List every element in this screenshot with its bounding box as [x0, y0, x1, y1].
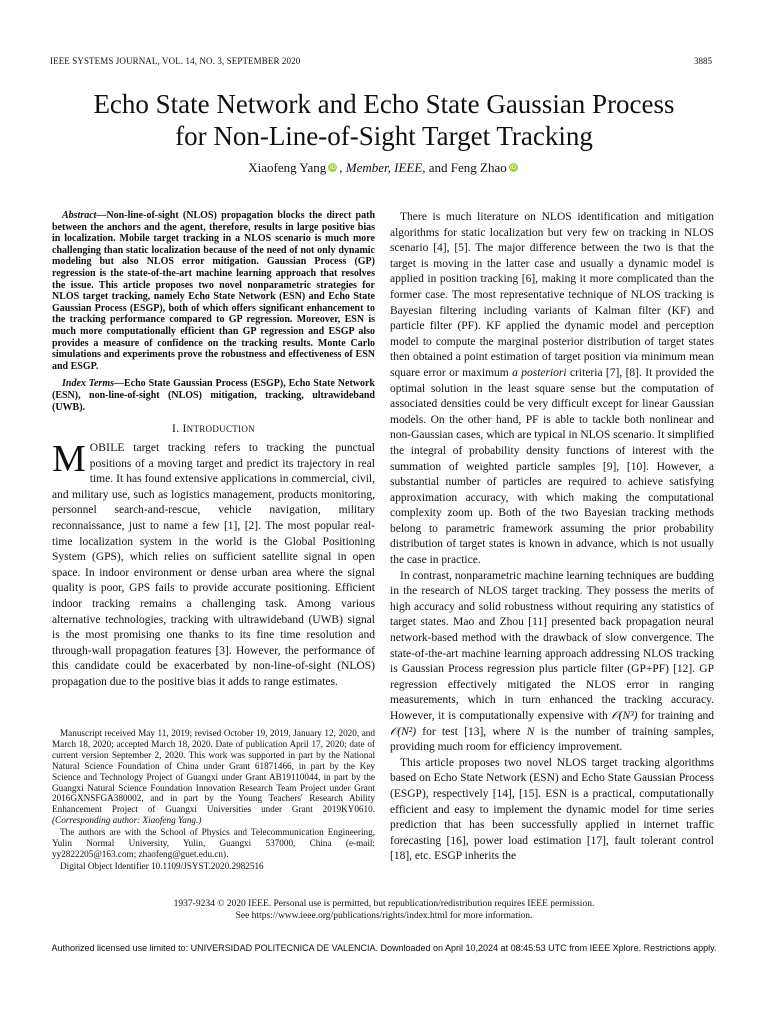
author-separator: ,: [339, 160, 346, 175]
abstract: [52, 210, 375, 372]
author-line: [30, 160, 738, 176]
math-expression: 𝒪(N²): [390, 725, 417, 738]
copyright-notice: [0, 898, 768, 922]
paragraph: [390, 210, 714, 569]
author-2: Feng Zhao: [450, 160, 507, 175]
footnote: [52, 728, 375, 873]
intro-paragraph: [52, 438, 375, 691]
paragraph-text: for training and: [637, 710, 714, 722]
author-membership: Member, IEEE: [345, 160, 423, 175]
section-title-rest: NTRODUCTION: [186, 424, 255, 435]
paragraph-text: is the number of training samples, providing much room for efficiency improvement.: [390, 725, 714, 754]
index-terms-label: Index Terms—: [62, 378, 124, 390]
footnote-doi: Digital Object Identifier 10.1109/JSYST.2020.2982516: [60, 860, 264, 871]
abstract-text: Non-line-of-sight (NLOS) propagation blocks the direct path between the anchors and the agent, therefore, results in large positive bias in localization. Mobile target tracking in a NLOS scenario is much more challenging than static localization because of the need of not only dynamic modeling but also NLOS error mitigation. Gaussian Process (GP) regression is the state-of-the-art machine learning approach that resolves the issue. This article proposes two novel nonparametric strategies for NLOS target tracking, namely Echo State Network (ESN) and Echo State Gaussian Process (ESGP), both of which offers significant enhancement to the tracking performance compared to GP regression. Moreover, ESN is much more computationally efficient than GP regression and ESGP also provides a measure of confidence on the tracking results. Monte Carlo simulations and experiments prove the robustness and effectiveness of ESN and ESGP.: [52, 210, 375, 372]
left-column: [52, 210, 375, 691]
author-1: Xiaofeng Yang: [248, 160, 327, 175]
footnote-affiliation: The authors are with the School of Physics and Telecommunication Engineering, Yulin Normal University, Yulin, Guangxi 537000, China (e-mail: yy2822205@163.com; zhaofeng@guet.edu.cn).: [52, 827, 375, 859]
math-expression: 𝒪(N³): [611, 710, 638, 722]
paragraph: [390, 569, 714, 756]
author-separator: , and: [422, 160, 451, 175]
section-heading: [52, 423, 375, 435]
section-numeral: I.: [172, 423, 183, 436]
footnote-corresponding: (Corresponding author: Xiaofeng Yang.): [52, 815, 202, 826]
math-variable: N: [526, 725, 535, 738]
paragraph: This article proposes two novel NLOS target tracking algorithms based on Echo State Network (ESN) and Echo State Gaussian Process (ESGP), respectively [14], [15]. ESN is a practical, computationally efficient and easy to implement the dynamic model for time series prediction that has been successfully applied in internet traffic forecasting [16], power load estimation [17], fault tolerant control [18], etc. ESGP inherits the: [390, 756, 714, 863]
footnote-manuscript: [52, 728, 375, 826]
paragraph-text: criteria [7], [8]. It provided the optimal solution in the least square sense but the computation of associated densities could be very difficult except for linear Gaussian models. On the other hand, PF is able to tackle both nonlinear and non-Gaussian cases, which are typical in NLOS scenario. It simplified the integral of probability density functions of interest with the summation of weighted particle samples [9], [10]. However, a substantial number of particles are required to achieve satisfying approximation accuracy, with which making the computational complexity zoom up. Both of the two Bayesian tracking methods belong to parametric framework assuming the prior probability distribution of target states is known in advance, which is not usually the case in practice.: [390, 366, 714, 567]
title-line-1: Echo State Network and Echo State Gaussian Process: [93, 89, 675, 119]
index-terms-text: Echo State Gaussian Process (ESGP), Echo State Network (ESN), non-line-of-sight (NLOS) mitigation, tracking, ultrawideband (UWB).: [52, 378, 375, 413]
paper-title: [30, 88, 738, 152]
orcid-icon[interactable]: iD: [329, 164, 336, 171]
paragraph-text: There is much literature on NLOS identification and mitigation algorithms for static localization but very few on tracking in NLOS scenario [4], [5]. The major difference between the two is that the target is moving in the latter case and usually a dynamic model is applied in position tracking [6], making it more complicated than the former case. The most representative technique of NLOS tracking is Bayesian filtering including variants of Kalman filter (KF) and particle filter (PF). KF applied the dynamic model and perception model to compute the marginal posterior distribution of target states then obtained a point estimation of target position via minimum mean square error or maximum: [390, 211, 714, 379]
page-number: 3885: [694, 56, 712, 66]
intro-text: target tracking refers to tracking the punctual positions of a moving target and predict its trajectory in real time. It has found extensive applications in commercial, civil, and military use, such as logistics management, products monitoring, personnel search-and-rescue, vehicle navigation, military reconnaissance, just to name a few [1], [2]. The most popular real-time localization system in the world is the Global Positioning System (GPS), which relies on sufficient satellite signal in open space. In indoor environment or dense urban area where the signal quality is poor, GPS fails to provide accurate positioning. Efficient indoor tracking remains a challenging task. Among various alternative technologies, tracking with ultrawideband (UWB) signal is the most promising one thanks to its fine time resolution and through-wall propagation features [3]. However, the performance of this candidate could be exacerbated by non-line-of-sight (NLOS) propagation due to the positive bias it adds to range estimates.: [52, 442, 375, 688]
copyright-line-2: See https://www.ieee.org/publications/rights/index.html for more information.: [235, 911, 533, 921]
license-strip: Authorized licensed use limited to: UNIVERSIDAD POLITECNICA DE VALENCIA. Downloaded on April 10,2024 at 08:45:53 UTC from IEEE Xplore. Restrictions apply.: [51, 943, 717, 953]
drop-cap: M: [52, 438, 86, 481]
abstract-label: Abstract—: [62, 210, 107, 221]
running-header: IEEE SYSTEMS JOURNAL, VOL. 14, NO. 3, SEPTEMBER 2020: [50, 56, 301, 66]
footnote-manuscript-text: Manuscript received May 11, 2019; revised October 19, 2019, January 12, 2020, and March 18, 2020; accepted March 18, 2020. Date of publication April 17, 2020; date of current version September 2, 2020. This work was supported in part by the National Natural Science Foundation of China under Grant 61871466, in part by the Key Science and Technology Project of Guangxi under Grant AB19110044, in part by the Guangxi Natural Science Foundation Innovation Research Team Project under Grant 2016GXNSFGA380002, and in part by the Young Teachers' Research Ability Enhancement Project of Guangxi Universities under Grant 2019KY0610.: [52, 728, 375, 815]
paragraph-text: for test [13], where: [416, 725, 527, 738]
right-column: [390, 210, 714, 865]
paragraph-text: In contrast, nonparametric machine learning techniques are budding in the research of NLOS target tracking. They possess the merits of high accuracy and solid robustness without requiring any statistics of target states. Mao and Zhou [11] presented back propagation neural network-based method with the drawback of slow convergence. The state-of-the-art machine learning approach addressing NLOS tracking is Gaussian Process regression plus particle filter (GP+PF) [12]. GP regression effectively mitigated the NLOS error in ranging measurements, which in turn enhanced the tracking accuracy. However, it is computationally expensive with: [390, 569, 714, 722]
copyright-line-1: 1937-9234 © 2020 IEEE. Personal use is permitted, but republication/redistribution requires IEEE permission.: [173, 899, 595, 909]
orcid-icon[interactable]: iD: [510, 164, 517, 171]
section-first-letter: I: [182, 423, 187, 436]
index-terms: [52, 378, 375, 413]
title-line-2: for Non-Line-of-Sight Target Tracking: [175, 121, 593, 151]
italic-term: a posteriori: [512, 366, 567, 379]
intro-caps: OBILE: [89, 442, 125, 455]
